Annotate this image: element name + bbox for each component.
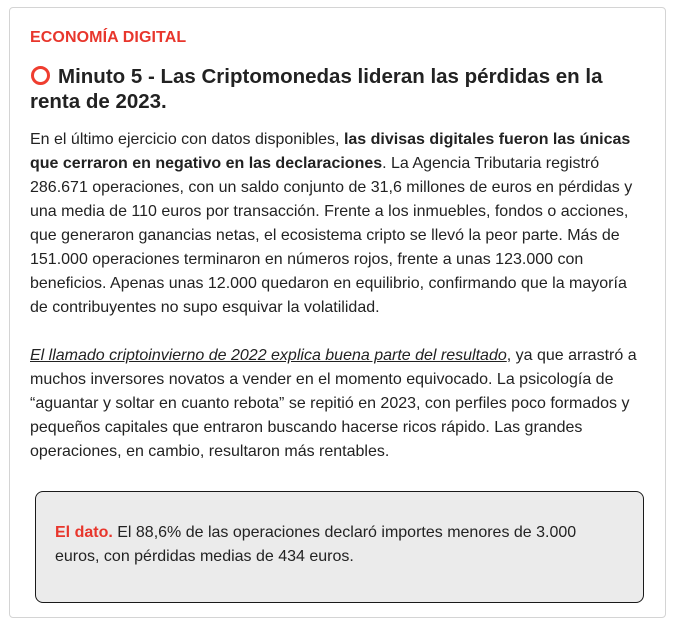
paragraph-1-body: . La Agencia Tributaria registró 286.671 operaciones, con un saldo conjunto de 31,6 millones de euros en pérdidas y una media de 110 euros por transacción. Frente a los inmuebles, fondos o acciones, que generaron ganancias netas, el ecosistema cripto se llevó la peor parte. Más de 151.000 operaciones terminaron en números rojos, frente a unas 123.000 con beneficios. Apenas unas 12.000 quedaron en equilibrio, confirmando que la mayoría de contribuyentes no supo esquivar la volatilidad.	[30, 155, 633, 316]
callout-lead: El dato.	[55, 524, 113, 541]
article-headline	[30, 64, 645, 114]
criptoinvierno-link[interactable]: El llamado criptoinvierno de 2022 explica buena parte del resultado	[30, 347, 507, 364]
paragraph-1	[30, 128, 645, 320]
headline-text: Minuto 5 - Las Criptomonedas lideran las pérdidas en la renta de 2023.	[30, 65, 603, 113]
data-callout-box	[35, 491, 644, 603]
article-card	[9, 7, 666, 618]
paragraph-1-highlight: las divisas digitales fueron las únicas que cerraron en negativo en las declaraciones	[30, 131, 631, 172]
paragraph-2	[30, 344, 645, 464]
paragraph-2-body: , ya que arrastró a muchos inversores novatos a vender en el momento equivocado. La psicología de “aguantar y soltar en cuanto rebota” se repitió en 2023, con perfiles poco formados y pequeños capitales que entraron buscando hacerse ricos rápido. Las grandes operaciones, en cambio, resultaron más rentables.	[30, 347, 637, 460]
red-circle-icon	[31, 66, 50, 85]
paragraph-1-intro: En el último ejercicio con datos disponibles,	[30, 131, 344, 148]
callout-text: El 88,6% de las operaciones declaró importes menores de 3.000 euros, con pérdidas medias de 434 euros.	[55, 524, 577, 565]
section-kicker: ECONOMÍA DIGITAL	[30, 29, 187, 46]
